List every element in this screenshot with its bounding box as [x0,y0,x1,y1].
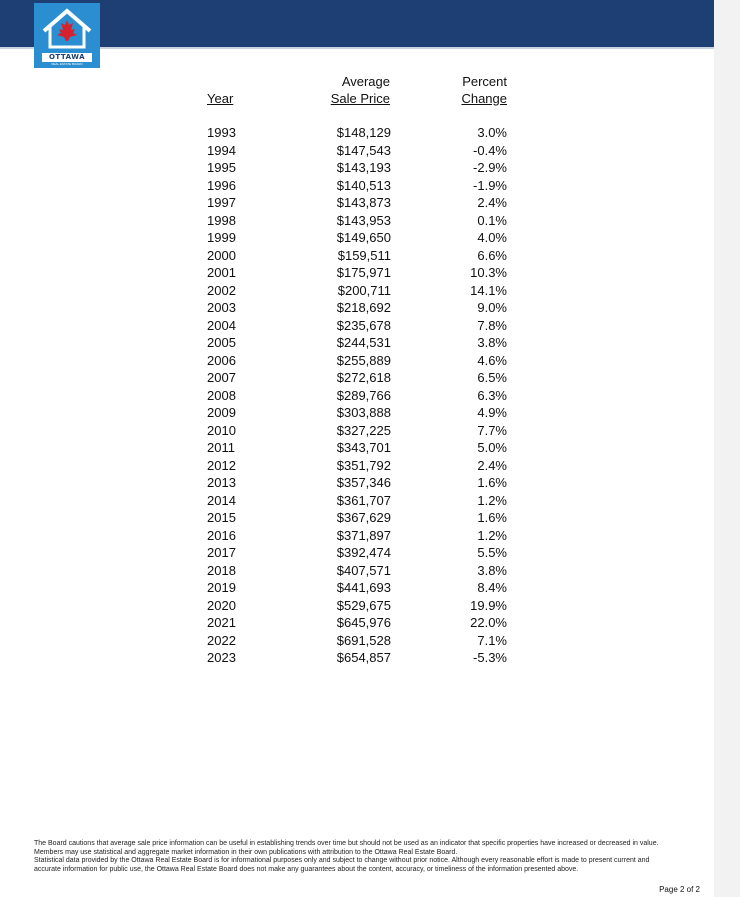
year-cell: 1996 [207,177,236,193]
year-cell: 2006 [207,352,236,368]
percent-change-cell: 4.0% [477,230,507,245]
year-cell: 2008 [207,387,236,403]
average-price-cell: $147,543 [336,142,391,158]
percent-change-cell: 3.8% [477,562,507,578]
table-row [0,177,714,195]
percent-change-cell: 1.2% [477,527,507,543]
average-price-cell: $327,225 [336,422,391,438]
percent-change-cell: 22.0% [470,615,507,630]
table-row [0,212,714,230]
average-price-cell: $392,474 [336,545,391,560]
year-cell: 1997 [207,195,236,210]
year-cell: 2002 [207,282,236,298]
page-number: Page 2 of 2 [659,885,700,894]
year-cell: 2015 [207,510,236,525]
percent-change-cell: 1.2% [477,492,507,508]
table-row [0,369,714,387]
year-column-header: Year [207,91,234,106]
table-row [0,422,714,440]
year-cell: 2023 [207,650,236,665]
table-row [0,649,714,667]
header-divider [0,47,714,49]
percent-change-cell: 6.5% [477,370,507,385]
percent-change-cell: 2.4% [477,457,507,473]
table-row [0,229,714,247]
price-header-line2: Sale Price [330,91,390,106]
table-row [0,439,714,457]
table-row [0,352,714,370]
percent-change-cell: 3.8% [477,335,507,350]
table-row [0,387,714,405]
percent-change-cell: 7.8% [477,317,507,333]
percent-change-cell: 7.7% [477,422,507,438]
percent-change-column-header [450,73,507,107]
year-cell: 2001 [207,265,236,280]
year-cell: 2022 [207,632,236,648]
average-price-cell: $351,792 [336,457,391,473]
percent-change-cell: 7.1% [477,632,507,648]
price-history-table [0,124,714,667]
average-price-cell: $357,346 [336,475,391,490]
table-row [0,527,714,545]
average-price-cell: $143,193 [336,160,391,175]
table-row [0,509,714,527]
percent-change-cell: 6.3% [477,387,507,403]
disclaimer-paragraph-1: The Board cautions that average sale price information can be useful in establishing trends over time but should not be used as an indicator that specific properties have increased or decreased in value. Members may use statistical and aggregate market information in their own publications with attribution to the Ottawa Real Estate Board. [34,840,659,856]
table-row [0,492,714,510]
table-row [0,474,714,492]
percent-change-cell: 4.9% [477,405,507,420]
percent-change-cell: 3.0% [477,125,507,140]
average-price-cell: $529,675 [336,597,391,613]
table-row [0,247,714,265]
year-cell: 2004 [207,317,236,333]
percent-change-cell: 19.9% [470,597,507,613]
year-cell: 2009 [207,405,236,420]
table-row [0,142,714,160]
year-cell: 1994 [207,142,236,158]
table-row [0,124,714,142]
disclaimer [34,840,674,874]
average-price-cell: $691,528 [336,632,391,648]
table-row [0,544,714,562]
table-row [0,404,714,422]
percent-change-cell: -5.3% [473,650,507,665]
table-row [0,579,714,597]
year-cell: 2005 [207,335,236,350]
average-price-cell: $272,618 [336,370,391,385]
year-cell: 2018 [207,562,236,578]
average-price-cell: $218,692 [336,300,391,315]
year-cell: 2017 [207,545,236,560]
average-price-cell: $140,513 [336,177,391,193]
average-price-cell: $371,897 [336,527,391,543]
table-row [0,159,714,177]
average-price-cell: $367,629 [336,510,391,525]
percent-change-cell: 14.1% [470,282,507,298]
change-header-line2: Change [461,91,507,106]
year-cell: 2016 [207,527,236,543]
average-price-cell: $303,888 [336,405,391,420]
table-row [0,632,714,650]
average-price-cell: $441,693 [336,580,391,595]
average-price-cell: $148,129 [336,125,391,140]
year-cell: 2003 [207,300,236,315]
table-row [0,614,714,632]
year-cell: 2007 [207,370,236,385]
percent-change-cell: -0.4% [473,142,507,158]
average-price-cell: $235,678 [336,317,391,333]
table-row [0,317,714,335]
table-row [0,194,714,212]
average-sale-price-column-header [322,73,390,107]
percent-change-cell: -2.9% [473,160,507,175]
year-cell: 1999 [207,230,236,245]
year-cell: 2010 [207,422,236,438]
table-row [0,597,714,615]
percent-change-cell: 4.6% [477,352,507,368]
viewer-scroll-gutter [714,0,740,897]
year-cell: 2021 [207,615,236,630]
logo-subtext: REAL ESTATE BOARD [51,62,83,66]
average-price-cell: $289,766 [336,387,391,403]
house-maple-leaf-icon [34,3,100,53]
average-price-cell: $175,971 [336,265,391,280]
percent-change-cell: 8.4% [477,580,507,595]
table-row [0,299,714,317]
average-price-cell: $159,511 [337,247,391,263]
change-header-line1: Percent [462,74,507,89]
table-row [0,282,714,300]
year-cell: 2014 [207,492,236,508]
year-cell: 2011 [207,440,235,455]
year-cell: 2019 [207,580,236,595]
year-cell: 1998 [207,212,236,228]
price-header-line1: Average [341,74,390,89]
percent-change-cell: -1.9% [473,177,507,193]
table-row [0,457,714,475]
header-band [0,0,714,47]
average-price-cell: $343,701 [336,440,391,455]
average-price-cell: $654,857 [336,650,391,665]
percent-change-cell: 5.0% [477,440,507,455]
year-cell: 2013 [207,475,236,490]
average-price-cell: $200,711 [337,282,391,298]
table-row [0,562,714,580]
ottawa-real-estate-board-logo [34,3,100,68]
percent-change-cell: 6.6% [477,247,507,263]
year-cell: 2020 [207,597,236,613]
percent-change-cell: 9.0% [477,300,507,315]
table-row [0,264,714,282]
average-price-cell: $361,707 [336,492,391,508]
percent-change-cell: 2.4% [477,195,507,210]
average-price-cell: $143,953 [336,212,391,228]
percent-change-cell: 5.5% [477,545,507,560]
average-price-cell: $407,571 [336,562,391,578]
table-row [0,334,714,352]
year-cell: 2000 [207,247,236,263]
logo-wordmark: OTTAWA [42,53,92,62]
percent-change-cell: 1.6% [477,510,507,525]
percent-change-cell: 10.3% [470,265,507,280]
average-price-cell: $255,889 [336,352,391,368]
average-price-cell: $645,976 [336,615,391,630]
percent-change-cell: 0.1% [477,212,507,228]
year-cell: 2012 [207,457,236,473]
average-price-cell: $244,531 [336,335,391,350]
average-price-cell: $149,650 [336,230,391,245]
percent-change-cell: 1.6% [477,475,507,490]
average-price-cell: $143,873 [336,195,391,210]
disclaimer-paragraph-2: Statistical data provided by the Ottawa Real Estate Board is for informational purposes only and subject to change without prior notice. Although every reasonable effort is made to present current and accurate information for public use, the Ottawa Real Estate Board does not make any guarantees about the content, accuracy, or timeliness of the information presented above. [34,857,650,873]
year-cell: 1995 [207,160,236,175]
year-cell: 1993 [207,125,236,140]
